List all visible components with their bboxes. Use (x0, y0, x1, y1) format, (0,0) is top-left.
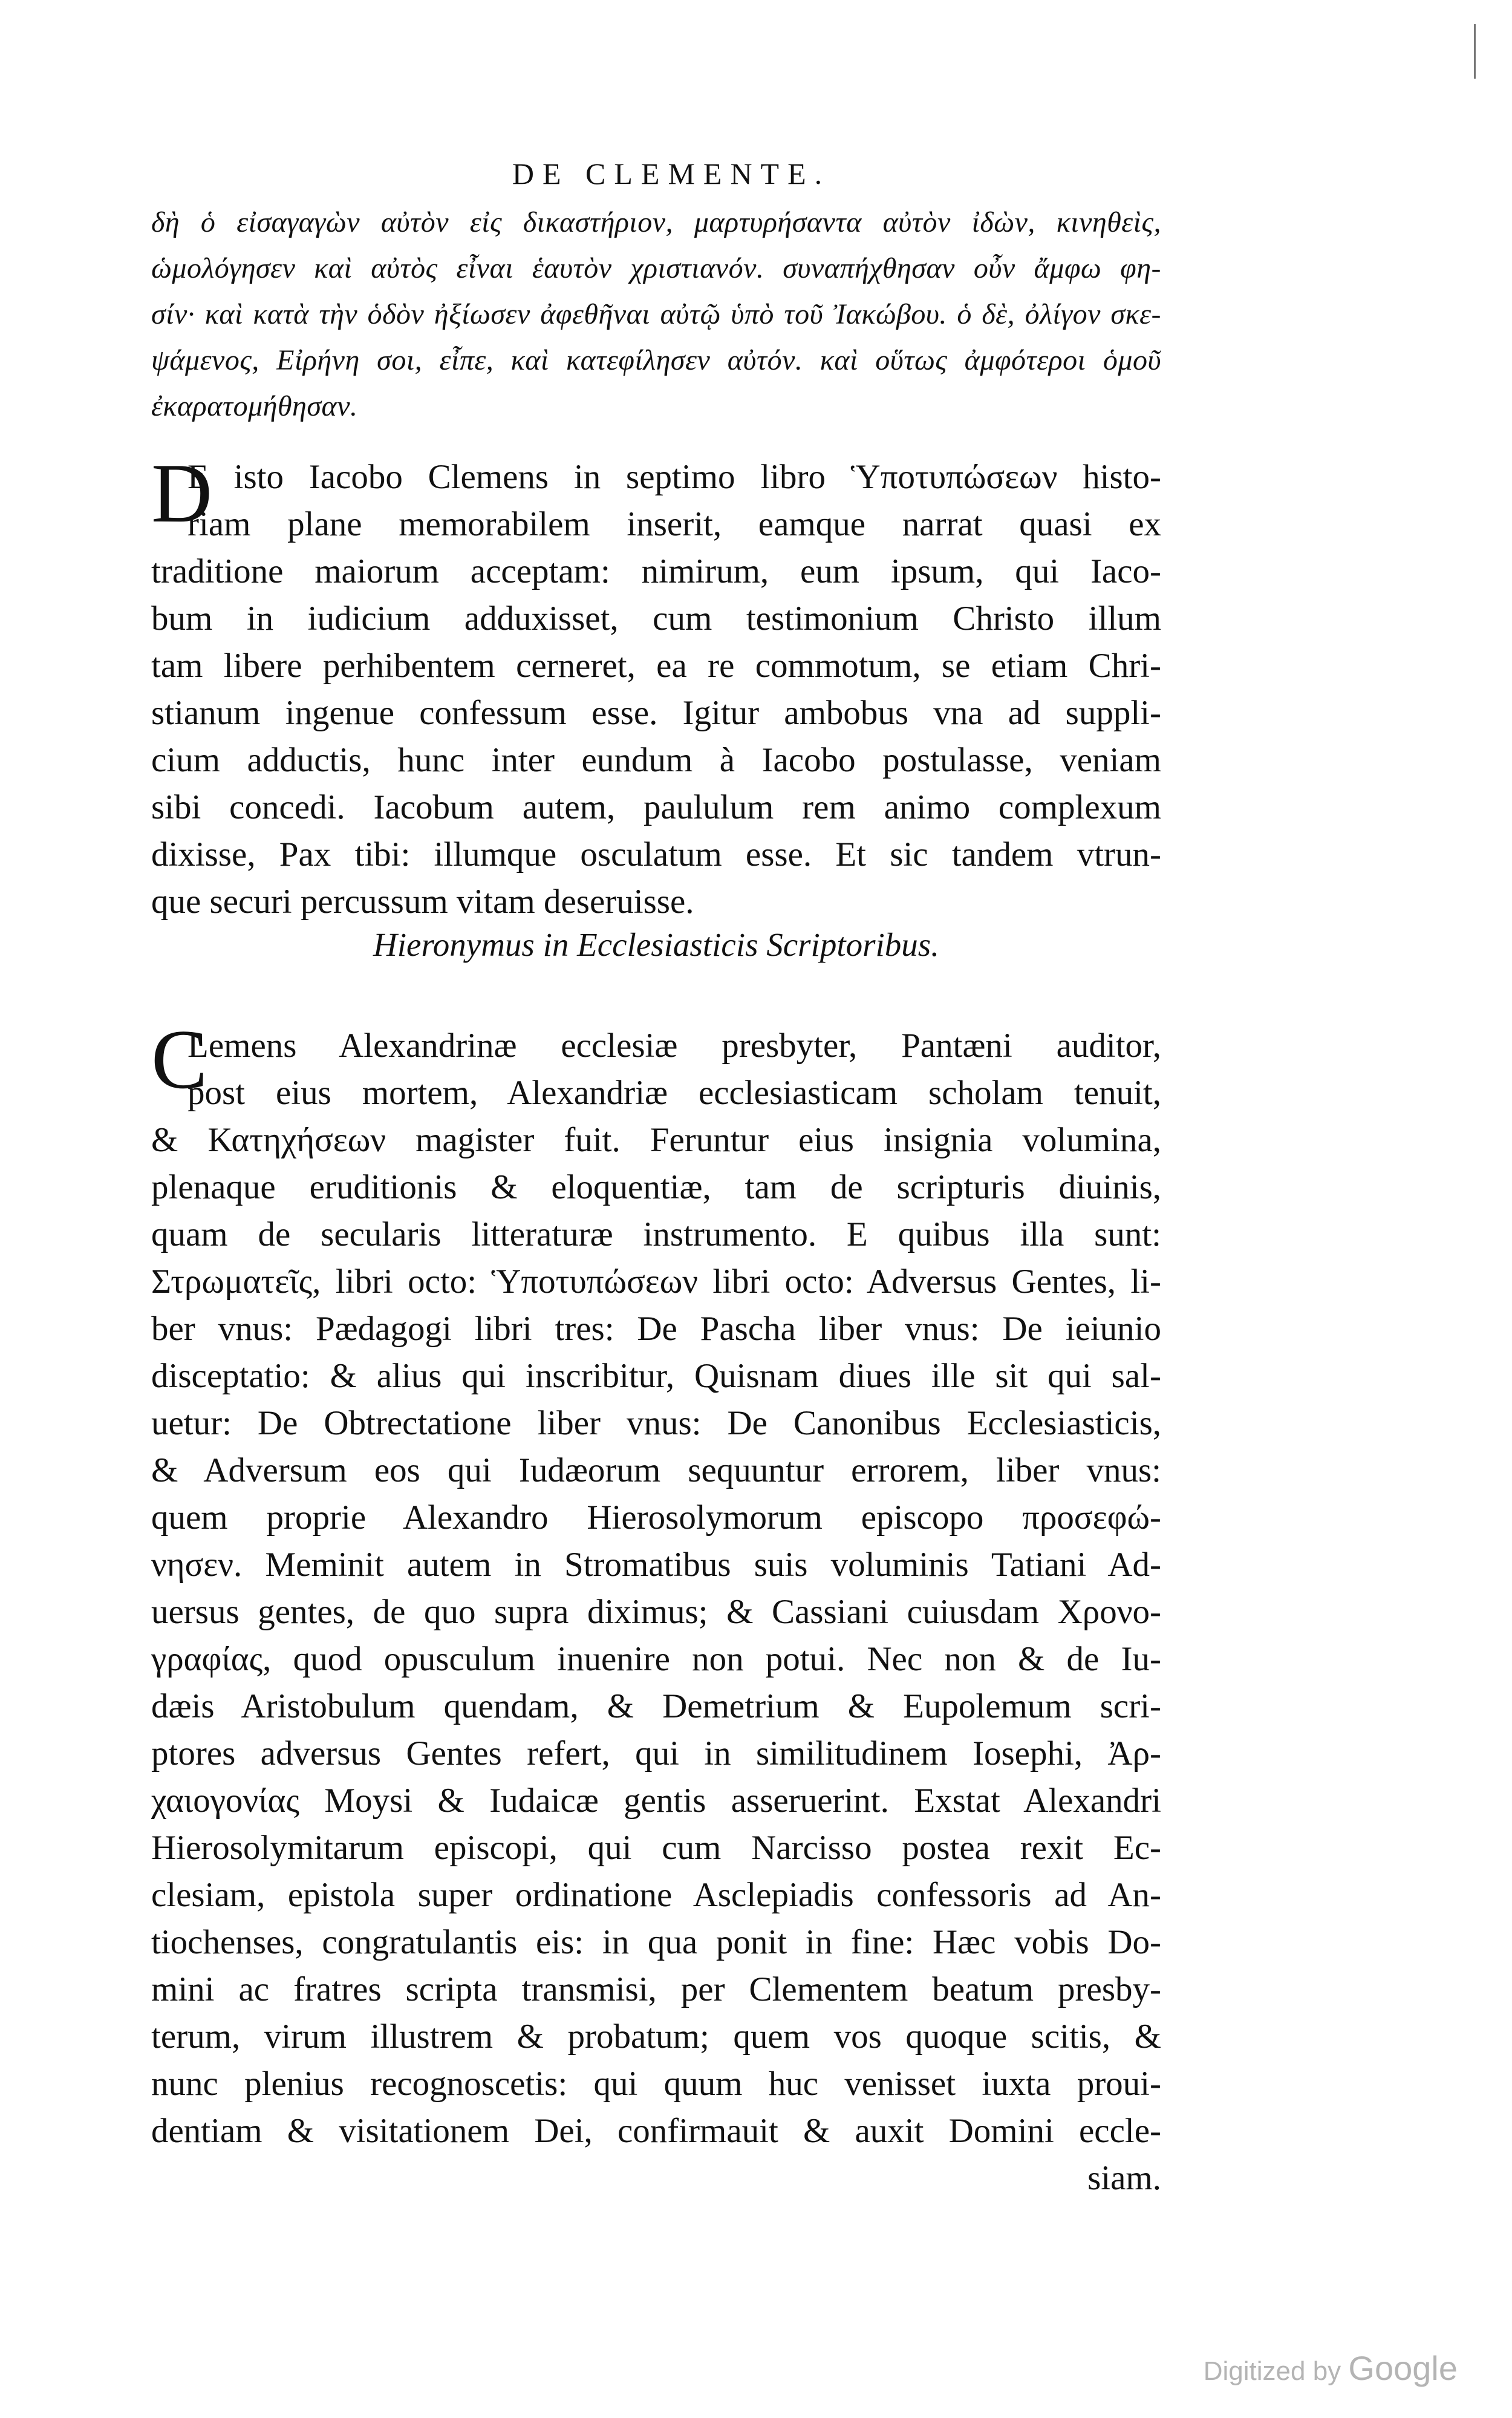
text-line: bum in iudicium adduxisset, cum testimonium Christo illum (151, 600, 1161, 638)
section-heading: Hieronymus in Ecclesiasticis Scriptoribus. (373, 926, 939, 963)
digitized-watermark (1204, 2348, 1458, 2388)
text-line: terum, virum illustrem & probatum; quem vos quoque scitis, & (151, 2018, 1161, 2056)
text-line: tiochenses, congratulantis eis: in qua ponit in fine: Hæc vobis Do- (151, 1923, 1161, 1961)
text-line: siam. (1087, 2159, 1161, 2197)
text-line: & Adversum eos qui Iudæorum sequuntur errorem, liber vnus: (151, 1451, 1161, 1489)
text-line: plenaque eruditionis & eloquentiæ, tam de scripturis diuinis, (151, 1168, 1161, 1206)
text-line: uersus gentes, de quo supra diximus; & Cassiani cuiusdam Χρονο- (151, 1593, 1161, 1631)
paragraph-1 (151, 446, 1161, 926)
text-line: quam de secularis litteraturæ instrumento. E quibus illa sunt: (151, 1215, 1161, 1253)
greek-quote (151, 200, 1161, 430)
text-line: Hierosolymitarum episcopi, qui cum Narcisso postea rexit Ec- (151, 1829, 1161, 1867)
text-line: & Κατηχήσεων magister fuit. Feruntur eius insignia volumina, (151, 1121, 1161, 1159)
text-line: disceptatio: & alius qui inscribitur, Quisnam diues ille sit qui sal- (151, 1357, 1161, 1395)
text-line: dæis Aristobulum quendam, & Demetrium & Eupolemum scri- (151, 1687, 1161, 1725)
text-line: dentiam & visitationem Dei, confirmauit & auxit Domini eccle- (151, 2112, 1161, 2150)
greek-line: σίν· καὶ κατὰ τὴν ὁδὸν ἠξίωσεν ἀφεθῆναι αὐτῷ ὑπὸ τοῦ Ἰακώβου. ὁ δὲ, ὀλίγον σκε- (151, 298, 1161, 330)
text-line: stianum ingenue confessum esse. Igitur ambobus vna ad suppli- (151, 694, 1161, 732)
text-line: nunc plenius recognoscetis: qui quum huc venisset iuxta proui- (151, 2065, 1161, 2103)
greek-line: ἐκαρατομήθησαν. (151, 390, 358, 422)
text-line: χαιογονίας Moysi & Iudaicæ gentis asseruerint. Exstat Alexandri (151, 1782, 1161, 1820)
text-line: traditione maiorum acceptam: nimirum, eum ipsum, qui Iaco- (151, 552, 1161, 590)
text-line: que securi percussum vitam deseruisse. (151, 883, 694, 921)
running-head: DE CLEMENTE. (512, 157, 831, 191)
text-line: E isto Iacobo Clemens in septimo libro Ὑποτυπώσεων histo- (187, 458, 1161, 496)
text-line: uetur: De Obtrectatione liber vnus: De Canonibus Ecclesiasticis, (151, 1404, 1161, 1442)
watermark-brand: Google (1348, 2349, 1458, 2387)
text-line: dixisse, Pax tibi: illumque osculatum esse. Et sic tandem vtrun- (151, 835, 1161, 874)
text-line: Στρωματεῖς, libri octo: Ὑποτυπώσεων libri octo: Adversus Gentes, li- (151, 1263, 1161, 1301)
text-line: riam plane memorabilem inserit, eamque narrat quasi ex (187, 505, 1161, 543)
text-line: cium adductis, hunc inter eundum à Iacobo postulasse, veniam (151, 741, 1161, 779)
greek-line: ψάμενος, Εἰρήνη σοι, εἶπε, καὶ κατεφίλησεν αὐτόν. καὶ οὕτως ἀμφότεροι ὁμοῦ (151, 344, 1161, 376)
text-line: Lemens Alexandrinæ ecclesiæ presbyter, Pantæni auditor, (187, 1027, 1161, 1065)
text-line: νησεν. Meminit autem in Stromatibus suis voluminis Tatiani Ad- (151, 1546, 1161, 1584)
page-edge-mark (1474, 24, 1476, 79)
text-line: sibi concedi. Iacobum autem, paululum rem animo complexum (151, 788, 1161, 826)
dropcap: D (151, 446, 213, 540)
text-line: clesiam, epistola super ordinatione Asclepiadis confessoris ad An- (151, 1876, 1161, 1914)
paragraph-2 (151, 1013, 1161, 2202)
greek-line: δὴ ὁ εἰσαγαγὼν αὐτὸν εἰς δικαστήριον, μαρτυρήσαντα αὐτὸν ἰδὼν, κινηθεὶς, (151, 206, 1161, 238)
text-line: quem proprie Alexandro Hierosolymorum episcopo προσεφώ- (151, 1498, 1161, 1537)
dropcap: C (151, 1013, 208, 1106)
text-line: post eius mortem, Alexandriæ ecclesiasticam scholam tenuit, (187, 1074, 1161, 1112)
greek-line: ὡμολόγησεν καὶ αὐτὸς εἶναι ἑαυτὸν χριστιανόν. συναπήχθησαν οὖν ἄμφω φη- (151, 252, 1161, 284)
watermark-prefix: Digitized by (1203, 2356, 1341, 2386)
text-line: ptores adversus Gentes refert, qui in similitudinem Iosephi, Ἀρ- (151, 1734, 1161, 1773)
text-line: mini ac fratres scripta transmisi, per Clementem beatum presby- (151, 1970, 1161, 2008)
text-line: γραφίας, quod opusculum inuenire non potui. Nec non & de Iu- (151, 1640, 1161, 1678)
text-line: ber vnus: Pædagogi libri tres: De Pascha liber vnus: De ieiunio (151, 1310, 1161, 1348)
text-line: tam libere perhibentem cerneret, ea re commotum, se etiam Chri- (151, 647, 1161, 685)
